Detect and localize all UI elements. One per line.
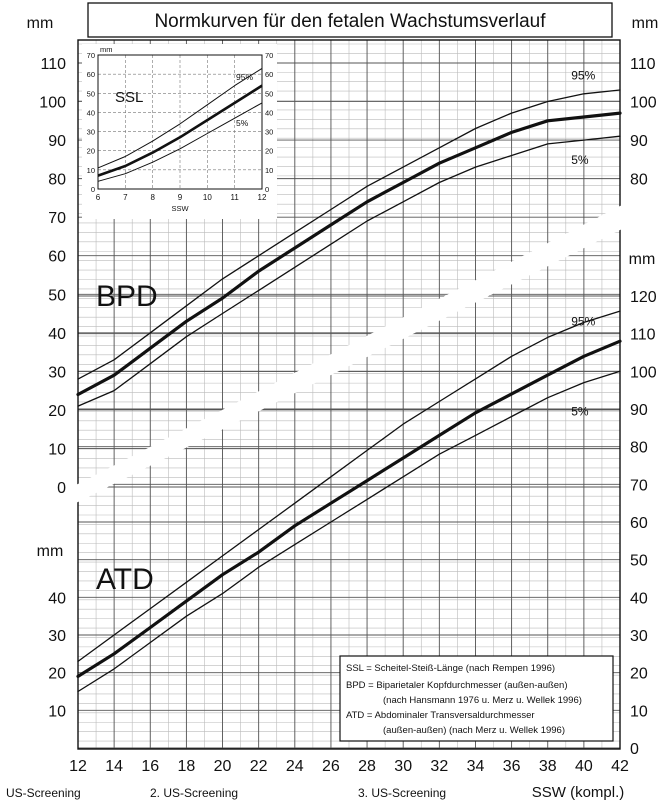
bpd-label-95pct: 95% bbox=[571, 68, 596, 83]
ssl-label-5pct: 5% bbox=[236, 117, 249, 128]
atd-left-tick-label: 10 bbox=[48, 703, 66, 721]
bpd-panel-label: BPD bbox=[96, 280, 158, 313]
atd-label-5pct: 5% bbox=[571, 404, 589, 419]
bpd-left-tick-label: 80 bbox=[48, 171, 66, 189]
bpd-left-tick-label: 20 bbox=[48, 402, 66, 420]
bpd-left-tick-label: 40 bbox=[48, 325, 66, 343]
inset-right-tick-label: 30 bbox=[265, 127, 274, 137]
bpd-left-tick-label: 100 bbox=[39, 94, 66, 112]
screening-label: US-Screening bbox=[6, 786, 81, 800]
ssl-label-95pct: 95% bbox=[236, 71, 254, 82]
atd-right-tick-label: 30 bbox=[630, 628, 648, 645]
x-tick-label: 40 bbox=[574, 758, 593, 775]
x-tick-label: 28 bbox=[358, 758, 376, 775]
x-tick-label: 20 bbox=[213, 758, 232, 775]
bpd-left-tick-label: 90 bbox=[48, 133, 66, 151]
screening-label: 2. US-Screening bbox=[150, 786, 239, 800]
inset-left-tick-label: 20 bbox=[86, 146, 95, 156]
atd-right-tick-label: 20 bbox=[630, 665, 648, 683]
inset-left-tick-label: 30 bbox=[86, 127, 95, 137]
legend-line-atd: ATD = Abdominaler Transversaldurchmesser bbox=[346, 710, 535, 721]
bpd-left-tick-label: 50 bbox=[48, 287, 66, 305]
atd-right-tick-label: 120 bbox=[630, 289, 657, 306]
inset-right-tick-label: 20 bbox=[265, 146, 274, 156]
x-tick-label: 38 bbox=[538, 758, 557, 775]
atd-left-tick-label: 30 bbox=[48, 628, 66, 645]
legend-line-ssl: SSL = Scheitel-Steiß-Länge (nach Rempen 1996) bbox=[346, 663, 556, 674]
bpd-left-tick-label: 30 bbox=[48, 364, 66, 382]
x-tick-label: 12 bbox=[69, 758, 87, 775]
inset-right-tick-label: 40 bbox=[265, 108, 274, 118]
atd-left-unit: mm bbox=[36, 543, 64, 560]
inset-x-tick-label: 7 bbox=[123, 193, 128, 202]
bpd-left-unit: mm bbox=[26, 15, 54, 32]
inset-unit: mm bbox=[100, 45, 113, 54]
x-tick-label: 16 bbox=[141, 758, 160, 775]
atd-right-tick-label: 50 bbox=[630, 552, 648, 570]
atd-left-tick-label: 20 bbox=[48, 665, 66, 683]
atd-right-unit: mm bbox=[628, 251, 656, 268]
inset-left-tick-label: 40 bbox=[86, 108, 95, 118]
x-tick-label: 26 bbox=[322, 758, 340, 775]
x-tick-label: 36 bbox=[502, 758, 521, 775]
inset-right-tick-label: 70 bbox=[265, 51, 274, 60]
inset-left-tick-label: 0 bbox=[90, 185, 95, 194]
inset-right-tick-label: 60 bbox=[265, 70, 274, 80]
x-tick-label: 22 bbox=[249, 758, 268, 775]
inset-x-tick-label: 12 bbox=[257, 193, 267, 202]
inset-left-tick-label: 10 bbox=[86, 165, 95, 175]
x-tick-label: 32 bbox=[430, 758, 449, 775]
atd-right-tick-label: 40 bbox=[630, 590, 648, 608]
atd-label-95pct: 95% bbox=[571, 314, 596, 329]
atd-right-tick-label: 110 bbox=[630, 326, 656, 344]
bpd-left-tick-label: 10 bbox=[48, 441, 66, 459]
bpd-left-tick-label: 70 bbox=[48, 210, 66, 228]
x-tick-label: 30 bbox=[394, 758, 413, 775]
legend-line-atd-source: (außen-außen) (nach Merz u. Wellek 1996) bbox=[383, 725, 565, 736]
atd-panel-label: ATD bbox=[96, 563, 154, 596]
bpd-left-tick-label: 110 bbox=[40, 56, 66, 73]
ssl-inset bbox=[82, 44, 277, 219]
legend-box bbox=[340, 656, 613, 741]
screening-label: 3. US-Screening bbox=[358, 786, 447, 800]
inset-right-tick-label: 10 bbox=[265, 165, 274, 175]
atd-right-tick-label: 60 bbox=[630, 515, 648, 532]
bpd-left-tick-label: 0 bbox=[57, 480, 66, 497]
x-tick-label: 34 bbox=[466, 758, 485, 775]
inset-right-tick-label: 0 bbox=[265, 185, 270, 194]
inset-left-tick-label: 60 bbox=[86, 70, 95, 80]
bpd-left-tick-label: 60 bbox=[48, 248, 66, 266]
x-axis-label: SSW (kompl.) bbox=[531, 784, 625, 801]
inset-x-tick-label: 11 bbox=[230, 193, 239, 202]
legend-line-bpd: BPD = Biparietaler Kopfdurchmesser (außen-außen) bbox=[346, 680, 568, 691]
bpd-right-tick-label: 80 bbox=[630, 171, 648, 189]
bpd-label-5pct: 5% bbox=[571, 152, 589, 167]
x-tick-label: 18 bbox=[177, 758, 196, 775]
atd-right-tick-label: 10 bbox=[630, 703, 648, 721]
bpd-right-tick-label: 90 bbox=[630, 133, 648, 151]
inset-right-tick-label: 50 bbox=[265, 89, 274, 99]
x-tick-label: 42 bbox=[611, 758, 629, 775]
inset-x-tick-label: 8 bbox=[150, 193, 155, 202]
atd-right-tick-label: 70 bbox=[630, 477, 648, 495]
x-tick-label: 24 bbox=[285, 758, 304, 775]
inset-x-tick-label: 6 bbox=[95, 193, 101, 202]
inset-x-tick-label: 9 bbox=[177, 193, 183, 202]
x-tick-label: 14 bbox=[105, 758, 124, 775]
inset-x-tick-label: 10 bbox=[202, 193, 212, 202]
atd-right-tick-label: 0 bbox=[630, 741, 639, 758]
inset-left-tick-label: 50 bbox=[86, 89, 95, 99]
atd-right-tick-label: 100 bbox=[630, 364, 657, 382]
ssl-panel-label: SSL bbox=[115, 89, 144, 106]
inset-left-tick-label: 70 bbox=[86, 51, 95, 60]
legend-line-bpd-source: (nach Hansmann 1976 u. Merz u. Wellek 1996) bbox=[383, 695, 582, 706]
atd-right-tick-label: 80 bbox=[630, 439, 648, 457]
atd-left-tick-label: 40 bbox=[48, 590, 66, 608]
bpd-right-tick-label: 100 bbox=[630, 94, 657, 112]
bpd-right-tick-label: 110 bbox=[630, 56, 656, 73]
chart-title: Normkurven für den fetalen Wachstumsverlauf bbox=[154, 11, 546, 32]
atd-right-tick-label: 90 bbox=[630, 402, 648, 419]
bpd-right-unit: mm bbox=[631, 15, 659, 32]
inset-x-axis-label: SSW bbox=[171, 204, 189, 213]
